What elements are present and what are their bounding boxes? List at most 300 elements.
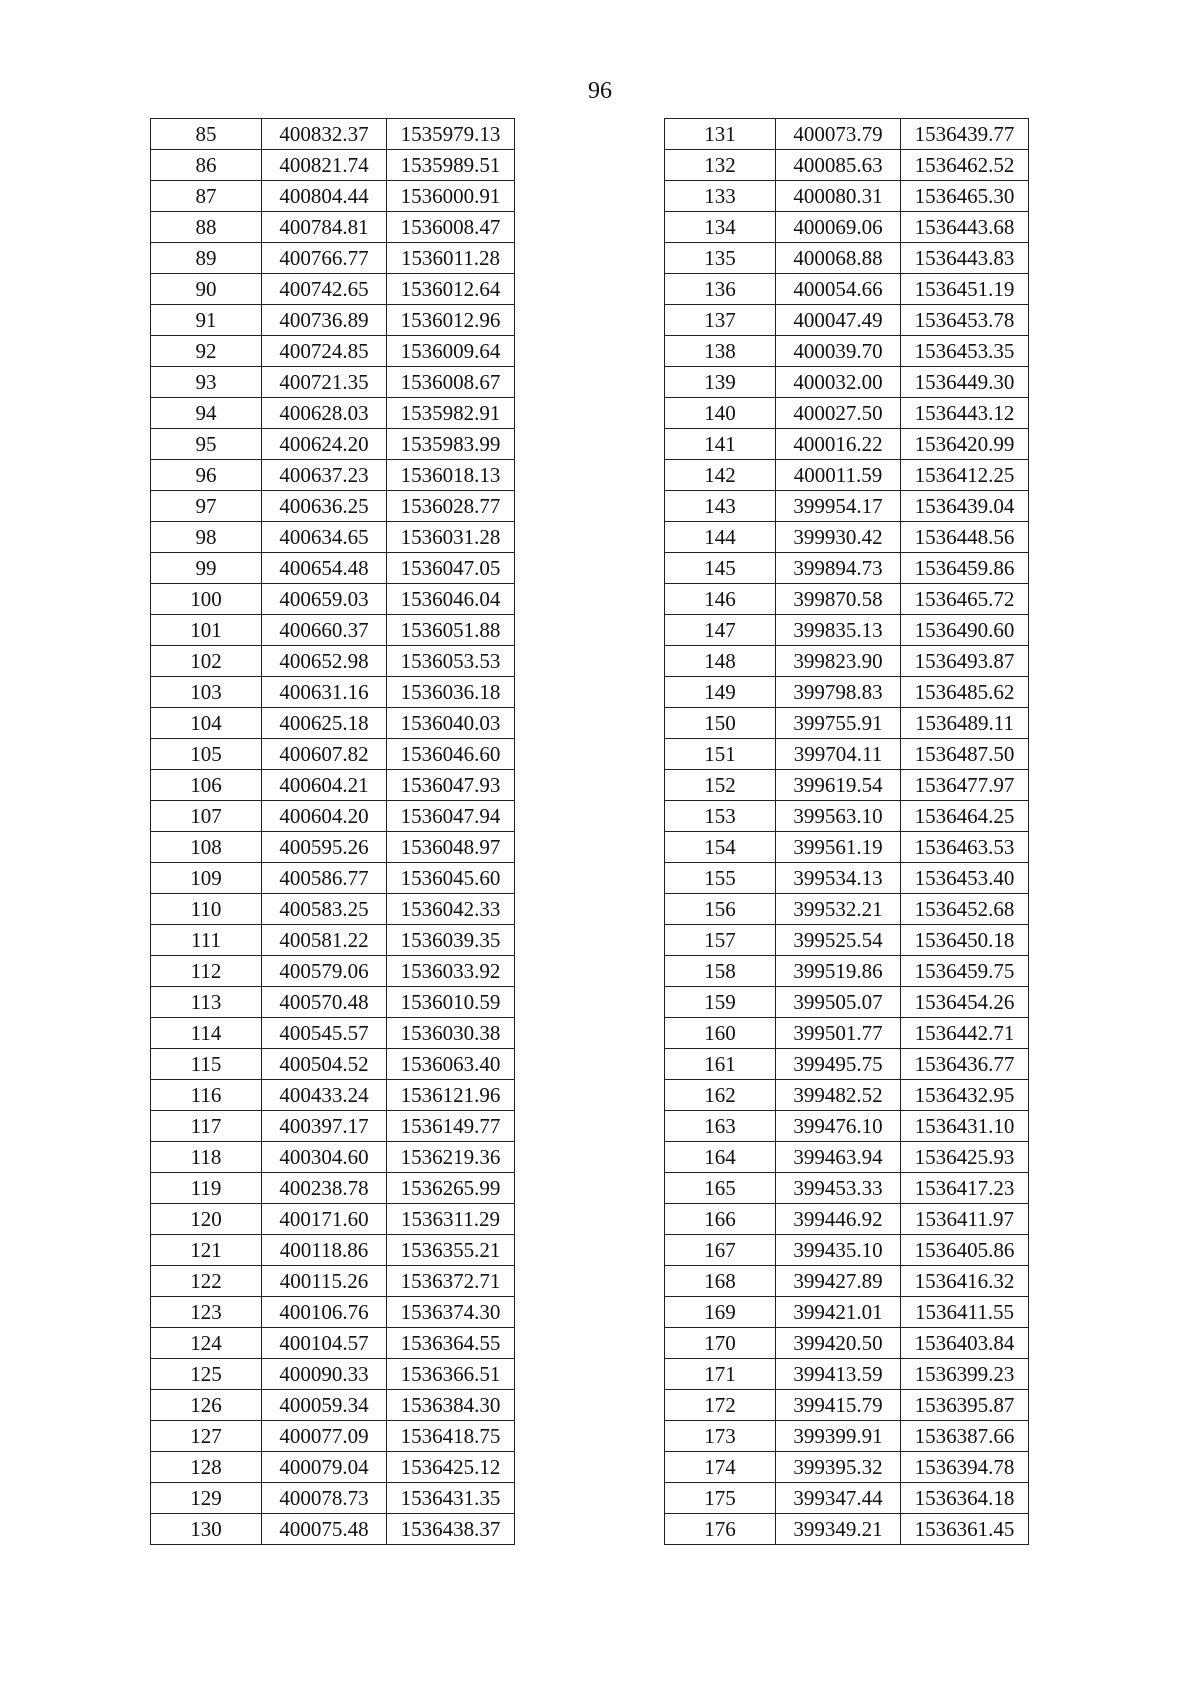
x-coordinate-cell: 400607.82 <box>262 739 387 770</box>
table-row <box>151 925 515 956</box>
point-number-cell: 101 <box>151 615 262 646</box>
table-row <box>151 1514 515 1545</box>
y-coordinate-cell: 1536436.77 <box>901 1049 1029 1080</box>
x-coordinate-cell: 400171.60 <box>262 1204 387 1235</box>
x-coordinate-cell: 400068.88 <box>776 243 901 274</box>
y-coordinate-cell: 1536477.97 <box>901 770 1029 801</box>
x-coordinate-cell: 399532.21 <box>776 894 901 925</box>
y-coordinate-cell: 1536443.83 <box>901 243 1029 274</box>
point-number-cell: 144 <box>665 522 776 553</box>
y-coordinate-cell: 1536031.28 <box>387 522 515 553</box>
y-coordinate-cell: 1536048.97 <box>387 832 515 863</box>
x-coordinate-cell: 400075.48 <box>262 1514 387 1545</box>
x-coordinate-cell: 400104.57 <box>262 1328 387 1359</box>
x-coordinate-cell: 400054.66 <box>776 274 901 305</box>
point-number-cell: 168 <box>665 1266 776 1297</box>
y-coordinate-cell: 1536454.26 <box>901 987 1029 1018</box>
x-coordinate-cell: 400570.48 <box>262 987 387 1018</box>
point-number-cell: 90 <box>151 274 262 305</box>
y-coordinate-cell: 1536493.87 <box>901 646 1029 677</box>
point-number-cell: 155 <box>665 863 776 894</box>
y-coordinate-cell: 1536489.11 <box>901 708 1029 739</box>
point-number-cell: 176 <box>665 1514 776 1545</box>
table-row <box>151 708 515 739</box>
y-coordinate-cell: 1536009.64 <box>387 336 515 367</box>
y-coordinate-cell: 1536438.37 <box>387 1514 515 1545</box>
y-coordinate-cell: 1536490.60 <box>901 615 1029 646</box>
point-number-cell: 116 <box>151 1080 262 1111</box>
page-number: 96 <box>588 78 612 104</box>
table-row <box>665 429 1029 460</box>
table-row <box>151 243 515 274</box>
y-coordinate-cell: 1536012.64 <box>387 274 515 305</box>
table-row <box>665 119 1029 150</box>
y-coordinate-cell: 1536487.50 <box>901 739 1029 770</box>
x-coordinate-cell: 400628.03 <box>262 398 387 429</box>
y-coordinate-cell: 1536000.91 <box>387 181 515 212</box>
point-number-cell: 142 <box>665 460 776 491</box>
x-coordinate-cell: 399420.50 <box>776 1328 901 1359</box>
table-row <box>151 770 515 801</box>
x-coordinate-cell: 400238.78 <box>262 1173 387 1204</box>
x-coordinate-cell: 399349.21 <box>776 1514 901 1545</box>
x-coordinate-cell: 400069.06 <box>776 212 901 243</box>
point-number-cell: 111 <box>151 925 262 956</box>
table-row <box>151 1173 515 1204</box>
x-coordinate-cell: 400085.63 <box>776 150 901 181</box>
point-number-cell: 97 <box>151 491 262 522</box>
x-coordinate-cell: 400604.21 <box>262 770 387 801</box>
table-row <box>665 1483 1029 1514</box>
table-row <box>151 677 515 708</box>
y-coordinate-cell: 1536387.66 <box>901 1421 1029 1452</box>
table-row <box>151 274 515 305</box>
y-coordinate-cell: 1536431.10 <box>901 1111 1029 1142</box>
y-coordinate-cell: 1536053.53 <box>387 646 515 677</box>
x-coordinate-cell: 400039.70 <box>776 336 901 367</box>
x-coordinate-cell: 399453.33 <box>776 1173 901 1204</box>
table-row <box>151 863 515 894</box>
point-number-cell: 121 <box>151 1235 262 1266</box>
y-coordinate-cell: 1536030.38 <box>387 1018 515 1049</box>
point-number-cell: 147 <box>665 615 776 646</box>
point-number-cell: 104 <box>151 708 262 739</box>
y-coordinate-cell: 1536063.40 <box>387 1049 515 1080</box>
x-coordinate-cell: 399415.79 <box>776 1390 901 1421</box>
x-coordinate-cell: 400784.81 <box>262 212 387 243</box>
y-coordinate-cell: 1536442.71 <box>901 1018 1029 1049</box>
table-row <box>151 1235 515 1266</box>
y-coordinate-cell: 1536018.13 <box>387 460 515 491</box>
point-number-cell: 158 <box>665 956 776 987</box>
point-number-cell: 118 <box>151 1142 262 1173</box>
x-coordinate-cell: 399954.17 <box>776 491 901 522</box>
x-coordinate-cell: 400047.49 <box>776 305 901 336</box>
point-number-cell: 146 <box>665 584 776 615</box>
point-number-cell: 129 <box>151 1483 262 1514</box>
y-coordinate-cell: 1536412.25 <box>901 460 1029 491</box>
table-row <box>665 1514 1029 1545</box>
point-number-cell: 163 <box>665 1111 776 1142</box>
y-coordinate-cell: 1536374.30 <box>387 1297 515 1328</box>
table-row <box>151 1111 515 1142</box>
x-coordinate-cell: 399435.10 <box>776 1235 901 1266</box>
point-number-cell: 169 <box>665 1297 776 1328</box>
point-number-cell: 120 <box>151 1204 262 1235</box>
x-coordinate-cell: 400625.18 <box>262 708 387 739</box>
table-row <box>665 832 1029 863</box>
table-row <box>151 1328 515 1359</box>
point-number-cell: 160 <box>665 1018 776 1049</box>
table-row <box>151 739 515 770</box>
x-coordinate-cell: 399619.54 <box>776 770 901 801</box>
table-row <box>665 677 1029 708</box>
table-row <box>151 801 515 832</box>
y-coordinate-cell: 1536416.32 <box>901 1266 1029 1297</box>
y-coordinate-cell: 1536431.35 <box>387 1483 515 1514</box>
point-number-cell: 117 <box>151 1111 262 1142</box>
y-coordinate-cell: 1536051.88 <box>387 615 515 646</box>
y-coordinate-cell: 1536443.68 <box>901 212 1029 243</box>
y-coordinate-cell: 1536425.12 <box>387 1452 515 1483</box>
x-coordinate-cell: 400586.77 <box>262 863 387 894</box>
x-coordinate-cell: 400636.25 <box>262 491 387 522</box>
table-row <box>665 739 1029 770</box>
x-coordinate-cell: 400821.74 <box>262 150 387 181</box>
x-coordinate-cell: 400078.73 <box>262 1483 387 1514</box>
x-coordinate-cell: 399501.77 <box>776 1018 901 1049</box>
point-number-cell: 96 <box>151 460 262 491</box>
y-coordinate-cell: 1536008.67 <box>387 367 515 398</box>
point-number-cell: 85 <box>151 119 262 150</box>
point-number-cell: 154 <box>665 832 776 863</box>
table-row <box>665 150 1029 181</box>
point-number-cell: 98 <box>151 522 262 553</box>
point-number-cell: 113 <box>151 987 262 1018</box>
y-coordinate-cell: 1536451.19 <box>901 274 1029 305</box>
point-number-cell: 134 <box>665 212 776 243</box>
x-coordinate-cell: 400059.34 <box>262 1390 387 1421</box>
x-coordinate-cell: 400652.98 <box>262 646 387 677</box>
y-coordinate-cell: 1536047.05 <box>387 553 515 584</box>
x-coordinate-cell: 399930.42 <box>776 522 901 553</box>
point-number-cell: 161 <box>665 1049 776 1080</box>
x-coordinate-cell: 400090.33 <box>262 1359 387 1390</box>
point-number-cell: 91 <box>151 305 262 336</box>
x-coordinate-cell: 399476.10 <box>776 1111 901 1142</box>
point-number-cell: 88 <box>151 212 262 243</box>
y-coordinate-cell: 1536149.77 <box>387 1111 515 1142</box>
x-coordinate-cell: 399823.90 <box>776 646 901 677</box>
table-row <box>151 1142 515 1173</box>
point-number-cell: 125 <box>151 1359 262 1390</box>
y-coordinate-cell: 1536355.21 <box>387 1235 515 1266</box>
point-number-cell: 124 <box>151 1328 262 1359</box>
table-row <box>151 181 515 212</box>
point-number-cell: 145 <box>665 553 776 584</box>
y-coordinate-cell: 1536028.77 <box>387 491 515 522</box>
y-coordinate-cell: 1535983.99 <box>387 429 515 460</box>
x-coordinate-cell: 400804.44 <box>262 181 387 212</box>
point-number-cell: 141 <box>665 429 776 460</box>
point-number-cell: 99 <box>151 553 262 584</box>
point-number-cell: 170 <box>665 1328 776 1359</box>
point-number-cell: 166 <box>665 1204 776 1235</box>
point-number-cell: 112 <box>151 956 262 987</box>
y-coordinate-cell: 1536039.35 <box>387 925 515 956</box>
x-coordinate-cell: 400016.22 <box>776 429 901 460</box>
point-number-cell: 135 <box>665 243 776 274</box>
table-row <box>151 894 515 925</box>
y-coordinate-cell: 1535979.13 <box>387 119 515 150</box>
x-coordinate-cell: 399495.75 <box>776 1049 901 1080</box>
table-row <box>665 1111 1029 1142</box>
table-row <box>151 987 515 1018</box>
y-coordinate-cell: 1536459.86 <box>901 553 1029 584</box>
x-coordinate-cell: 400624.20 <box>262 429 387 460</box>
x-coordinate-cell: 399421.01 <box>776 1297 901 1328</box>
point-number-cell: 139 <box>665 367 776 398</box>
table-row <box>151 212 515 243</box>
point-number-cell: 148 <box>665 646 776 677</box>
point-number-cell: 157 <box>665 925 776 956</box>
y-coordinate-cell: 1536403.84 <box>901 1328 1029 1359</box>
table-row <box>151 1049 515 1080</box>
y-coordinate-cell: 1535982.91 <box>387 398 515 429</box>
point-number-cell: 132 <box>665 150 776 181</box>
x-coordinate-cell: 400118.86 <box>262 1235 387 1266</box>
table-row <box>151 1390 515 1421</box>
table-body <box>665 119 1029 1545</box>
x-coordinate-cell: 400631.16 <box>262 677 387 708</box>
x-coordinate-cell: 399870.58 <box>776 584 901 615</box>
point-number-cell: 114 <box>151 1018 262 1049</box>
x-coordinate-cell: 399505.07 <box>776 987 901 1018</box>
y-coordinate-cell: 1536453.78 <box>901 305 1029 336</box>
x-coordinate-cell: 399798.83 <box>776 677 901 708</box>
y-coordinate-cell: 1536012.96 <box>387 305 515 336</box>
point-number-cell: 107 <box>151 801 262 832</box>
y-coordinate-cell: 1536452.68 <box>901 894 1029 925</box>
y-coordinate-cell: 1536450.18 <box>901 925 1029 956</box>
x-coordinate-cell: 400073.79 <box>776 119 901 150</box>
y-coordinate-cell: 1536036.18 <box>387 677 515 708</box>
point-number-cell: 138 <box>665 336 776 367</box>
x-coordinate-cell: 400637.23 <box>262 460 387 491</box>
table-row <box>151 956 515 987</box>
y-coordinate-cell: 1536432.95 <box>901 1080 1029 1111</box>
table-row <box>151 1452 515 1483</box>
x-coordinate-cell: 399413.59 <box>776 1359 901 1390</box>
table-row <box>665 1173 1029 1204</box>
table-row <box>151 584 515 615</box>
x-coordinate-cell: 400027.50 <box>776 398 901 429</box>
x-coordinate-cell: 399463.94 <box>776 1142 901 1173</box>
x-coordinate-cell: 399395.32 <box>776 1452 901 1483</box>
y-coordinate-cell: 1536121.96 <box>387 1080 515 1111</box>
table-row <box>151 1297 515 1328</box>
y-coordinate-cell: 1535989.51 <box>387 150 515 181</box>
table-row <box>665 1390 1029 1421</box>
coordinates-table-left <box>150 118 515 1545</box>
table-row <box>151 1359 515 1390</box>
point-number-cell: 86 <box>151 150 262 181</box>
y-coordinate-cell: 1536395.87 <box>901 1390 1029 1421</box>
x-coordinate-cell: 400724.85 <box>262 336 387 367</box>
point-number-cell: 105 <box>151 739 262 770</box>
table-row <box>665 925 1029 956</box>
x-coordinate-cell: 400766.77 <box>262 243 387 274</box>
table-row <box>665 1421 1029 1452</box>
x-coordinate-cell: 400604.20 <box>262 801 387 832</box>
y-coordinate-cell: 1536453.35 <box>901 336 1029 367</box>
table-row <box>665 615 1029 646</box>
y-coordinate-cell: 1536047.94 <box>387 801 515 832</box>
y-coordinate-cell: 1536361.45 <box>901 1514 1029 1545</box>
table-row <box>665 770 1029 801</box>
y-coordinate-cell: 1536459.75 <box>901 956 1029 987</box>
y-coordinate-cell: 1536485.62 <box>901 677 1029 708</box>
y-coordinate-cell: 1536366.51 <box>387 1359 515 1390</box>
table-row <box>665 1049 1029 1080</box>
table-row <box>665 243 1029 274</box>
x-coordinate-cell: 399525.54 <box>776 925 901 956</box>
point-number-cell: 106 <box>151 770 262 801</box>
table-row <box>665 274 1029 305</box>
y-coordinate-cell: 1536448.56 <box>901 522 1029 553</box>
y-coordinate-cell: 1536008.47 <box>387 212 515 243</box>
point-number-cell: 175 <box>665 1483 776 1514</box>
x-coordinate-cell: 400832.37 <box>262 119 387 150</box>
x-coordinate-cell: 400654.48 <box>262 553 387 584</box>
x-coordinate-cell: 400595.26 <box>262 832 387 863</box>
y-coordinate-cell: 1536443.12 <box>901 398 1029 429</box>
x-coordinate-cell: 400433.24 <box>262 1080 387 1111</box>
y-coordinate-cell: 1536384.30 <box>387 1390 515 1421</box>
y-coordinate-cell: 1536265.99 <box>387 1173 515 1204</box>
table-row <box>665 1204 1029 1235</box>
x-coordinate-cell: 400736.89 <box>262 305 387 336</box>
table-row <box>151 1204 515 1235</box>
table-row <box>151 1080 515 1111</box>
x-coordinate-cell: 400079.04 <box>262 1452 387 1483</box>
point-number-cell: 172 <box>665 1390 776 1421</box>
table-row <box>151 336 515 367</box>
y-coordinate-cell: 1536372.71 <box>387 1266 515 1297</box>
table-row <box>665 646 1029 677</box>
x-coordinate-cell: 399427.89 <box>776 1266 901 1297</box>
table-row <box>665 708 1029 739</box>
y-coordinate-cell: 1536046.04 <box>387 584 515 615</box>
y-coordinate-cell: 1536405.86 <box>901 1235 1029 1266</box>
x-coordinate-cell: 400504.52 <box>262 1049 387 1080</box>
table-row <box>665 863 1029 894</box>
point-number-cell: 123 <box>151 1297 262 1328</box>
y-coordinate-cell: 1536047.93 <box>387 770 515 801</box>
point-number-cell: 115 <box>151 1049 262 1080</box>
table-row <box>665 584 1029 615</box>
table-row <box>151 367 515 398</box>
x-coordinate-cell: 400080.31 <box>776 181 901 212</box>
x-coordinate-cell: 400304.60 <box>262 1142 387 1173</box>
point-number-cell: 156 <box>665 894 776 925</box>
table-row <box>665 987 1029 1018</box>
table-row <box>151 305 515 336</box>
x-coordinate-cell: 400032.00 <box>776 367 901 398</box>
x-coordinate-cell: 400742.65 <box>262 274 387 305</box>
point-number-cell: 140 <box>665 398 776 429</box>
point-number-cell: 165 <box>665 1173 776 1204</box>
y-coordinate-cell: 1536465.72 <box>901 584 1029 615</box>
point-number-cell: 108 <box>151 832 262 863</box>
table-row <box>665 1018 1029 1049</box>
table-row <box>665 1452 1029 1483</box>
table-row <box>665 1142 1029 1173</box>
point-number-cell: 133 <box>665 181 776 212</box>
table-row <box>665 212 1029 243</box>
x-coordinate-cell: 400721.35 <box>262 367 387 398</box>
x-coordinate-cell: 400397.17 <box>262 1111 387 1142</box>
table-row <box>151 1421 515 1452</box>
table-row <box>151 1483 515 1514</box>
x-coordinate-cell: 400106.76 <box>262 1297 387 1328</box>
point-number-cell: 94 <box>151 398 262 429</box>
y-coordinate-cell: 1536010.59 <box>387 987 515 1018</box>
table-row <box>665 305 1029 336</box>
x-coordinate-cell: 399482.52 <box>776 1080 901 1111</box>
point-number-cell: 126 <box>151 1390 262 1421</box>
table-row <box>151 429 515 460</box>
table-row <box>151 460 515 491</box>
x-coordinate-cell: 400634.65 <box>262 522 387 553</box>
table-row <box>151 832 515 863</box>
table-row <box>665 398 1029 429</box>
y-coordinate-cell: 1536311.29 <box>387 1204 515 1235</box>
y-coordinate-cell: 1536420.99 <box>901 429 1029 460</box>
x-coordinate-cell: 399704.11 <box>776 739 901 770</box>
table-row <box>665 553 1029 584</box>
y-coordinate-cell: 1536417.23 <box>901 1173 1029 1204</box>
table-row <box>151 615 515 646</box>
x-coordinate-cell: 399446.92 <box>776 1204 901 1235</box>
table-row <box>665 367 1029 398</box>
y-coordinate-cell: 1536463.53 <box>901 832 1029 863</box>
y-coordinate-cell: 1536465.30 <box>901 181 1029 212</box>
table-row <box>665 801 1029 832</box>
point-number-cell: 150 <box>665 708 776 739</box>
x-coordinate-cell: 400077.09 <box>262 1421 387 1452</box>
x-coordinate-cell: 399519.86 <box>776 956 901 987</box>
point-number-cell: 173 <box>665 1421 776 1452</box>
point-number-cell: 92 <box>151 336 262 367</box>
x-coordinate-cell: 400579.06 <box>262 956 387 987</box>
x-coordinate-cell: 400011.59 <box>776 460 901 491</box>
point-number-cell: 167 <box>665 1235 776 1266</box>
y-coordinate-cell: 1536411.97 <box>901 1204 1029 1235</box>
table-body <box>151 119 515 1545</box>
table-row <box>151 398 515 429</box>
y-coordinate-cell: 1536462.52 <box>901 150 1029 181</box>
x-coordinate-cell: 399835.13 <box>776 615 901 646</box>
point-number-cell: 103 <box>151 677 262 708</box>
table-row <box>665 491 1029 522</box>
point-number-cell: 87 <box>151 181 262 212</box>
y-coordinate-cell: 1536453.40 <box>901 863 1029 894</box>
point-number-cell: 153 <box>665 801 776 832</box>
y-coordinate-cell: 1536219.36 <box>387 1142 515 1173</box>
point-number-cell: 152 <box>665 770 776 801</box>
x-coordinate-cell: 400545.57 <box>262 1018 387 1049</box>
